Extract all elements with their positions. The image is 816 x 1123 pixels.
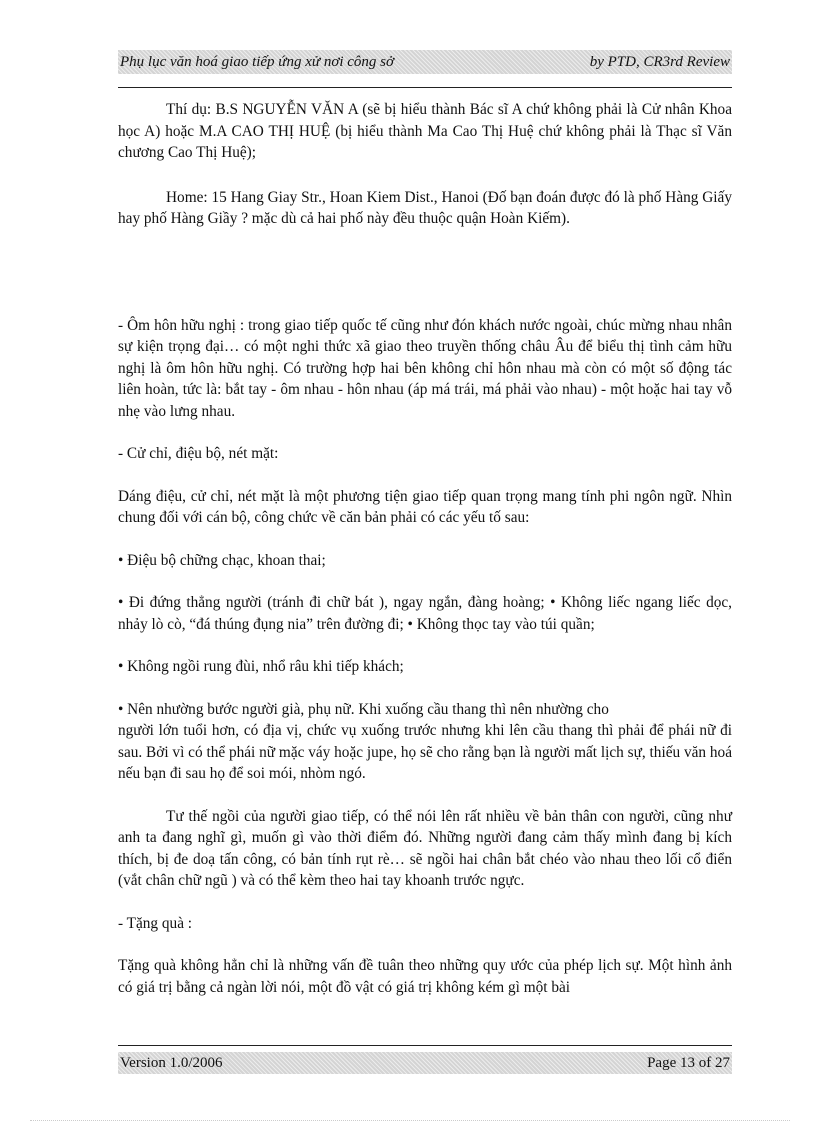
- bullet-yield-continuation: người lớn tuổi hơn, có địa vị, chức vụ xuống trước nhưng khi lên cầu thang thì phải để phái nữ đi sau. Bởi vì có thể phái nữ mặc váy hoặc jupe, họ sẽ cho rằng bạn là người mất lịch sự, thiếu văn hoá nếu bạn đi sau họ để soi mói, nhòm ngó.: [118, 722, 732, 782]
- header-author: by PTD, CR3rd Review: [589, 54, 730, 70]
- bullet-posture: • Điệu bộ chững chạc, khoan thai;: [118, 551, 326, 569]
- header-title: Phụ lục văn hoá giao tiếp ứng xử nơi công sở: [120, 54, 394, 70]
- gesture-heading: - Cử chỉ, điệu bộ, nét mặt:: [118, 445, 279, 462]
- sitting-posture-paragraph: Tư thế ngồi của người giao tiếp, có thể nói lên rất nhiều về bản thân con người, cũng như anh ta đang nghĩ gì, muốn gì vào thời điểm đó. Những người đang cảm thấy mình đang bị kích thích, bị đe doạ tấn công, có bản tính rụt rè… sẽ ngồi hai chân bắt chéo vào nhau theo lối cổ điển (vắt chân chữ ngũ ) và có thể kèm theo hai tay khoanh trước ngực.: [118, 807, 732, 889]
- gesture-intro-paragraph: Dáng điệu, cử chỉ, nét mặt là một phương tiện giao tiếp quan trọng mang tính phi ngôn ngữ. Nhìn chung đối với cán bộ, công chức về căn bản phải có các yếu tố sau:: [118, 487, 732, 526]
- document-body: [118, 92, 732, 998]
- page-header: [118, 50, 732, 74]
- example-doctor-paragraph: Thí dụ: B.S NGUYỄN VĂN A (sẽ bị hiểu thành Bác sĩ A chứ không phải là Cử nhân Khoa học A) hoặc M.A CAO THỊ HUỆ (bị hiểu thành Ma Cao Thị Huệ chứ không phải là Thạc sĩ Văn chương Cao Thị Huệ);: [118, 101, 732, 161]
- header-rule: [118, 87, 732, 88]
- page-bottom-edge: [30, 1120, 790, 1121]
- page-footer: [118, 1052, 732, 1074]
- gift-heading: - Tặng quà :: [118, 914, 193, 932]
- bullet-yield-first-line: • Nên nhường bước người già, phụ nữ. Khi xuống cầu thang thì nên nhường cho: [118, 700, 609, 718]
- footer-rule: [118, 1045, 732, 1046]
- bullet-walking: • Đi đứng thẳng người (tránh đi chữ bát ), ngay ngắn, đàng hoàng; • Không liếc ngang liếc dọc, nhảy lò cò, “đá thúng đụng nia” trên đường đi; • Không thọc tay vào túi quần;: [118, 594, 732, 633]
- footer-version: Version 1.0/2006: [120, 1055, 223, 1071]
- footer-page-number: Page 13 of 27: [647, 1055, 730, 1071]
- bullet-sitting: • Không ngồi rung đùi, nhổ râu khi tiếp khách;: [118, 658, 404, 675]
- friendly-hug-paragraph: - Ôm hôn hữu nghị : trong giao tiếp quốc tế cũng như đón khách nước ngoài, chúc mừng nhau nhân sự kiện trọng đại… có một nghi thức xã giao theo truyền thống châu Âu để biểu thị tình cảm hữu nghị là ôm hôn hữu nghị. Có trường hợp hai bên không chỉ hôn nhau mà còn có một số động tác liên hoàn, tức là: bắt tay - ôm nhau - hôn nhau (áp má trái, má phải vào nhau) - một hoặc hai tay vỗ nhẹ vào lưng nhau.: [118, 316, 732, 420]
- example-address-paragraph: Home: 15 Hang Giay Str., Hoan Kiem Dist., Hanoi (Đố bạn đoán được đó là phố Hàng Giấy hay phố Hàng Giầy ? mặc dù cả hai phố này đều thuộc quận Hoàn Kiếm).: [118, 188, 732, 227]
- gift-paragraph: Tặng quà không hẳn chỉ là những vấn đề tuân theo những quy ước của phép lịch sự. Một hình ảnh có giá trị bằng cả ngàn lời nói, một đồ vật có giá trị không kém gì một bài: [118, 957, 732, 996]
